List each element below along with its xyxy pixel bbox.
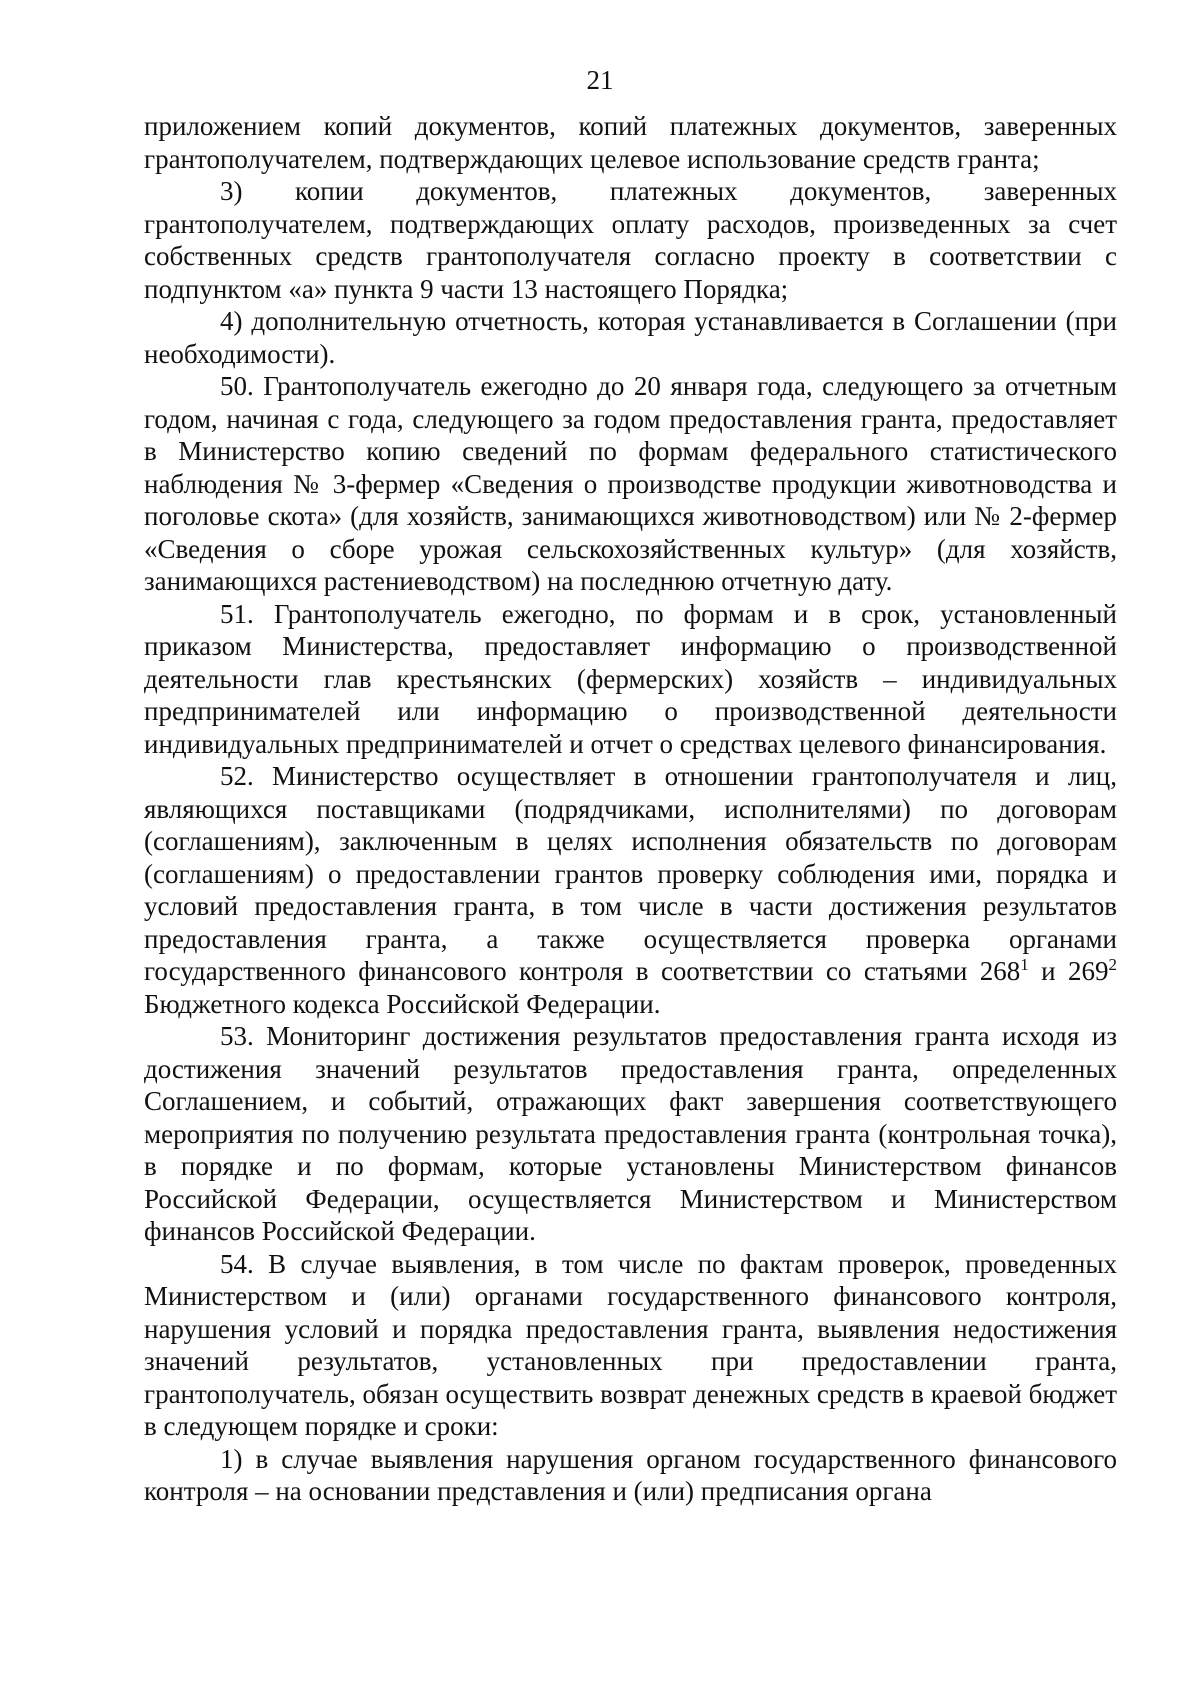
superscript-1: 1: [1020, 955, 1029, 974]
paragraph-item-4: 4) дополнительную отчетность, которая устанавливается в Соглашении (при необходимости).: [144, 306, 1117, 369]
paragraph-50: 50. Грантополучатель ежегодно до 20 января года, следующего за отчетным годом, начиная с года, следующего за годом предоставления гранта, предоставляет в Министерство копию сведений по формам федерального статистического наблюдения № 3-фермер «Сведения о производстве продукции животноводства и поголовье скота» (для хозяйств, занимающихся животноводством) или № 2-фермер «Сведения о сборе урожая сельскохозяйственных культур» (для хозяйств, занимающихся растениеводством) на последнюю отчетную дату.: [144, 371, 1117, 596]
paragraph-53: 53. Мониторинг достижения результатов предоставления гранта исходя из достижения значений результатов предоставления гранта, определенных Соглашением, и событий, отражающих факт завершения соответствующего мероприятия по получению результата предоставления гранта (контрольная точка), в порядке и по формам, которые установлены Министерством финансов Российской Федерации, осуществляется Министерством и Министерством финансов Российской Федерации.: [144, 1021, 1117, 1246]
paragraph-54: 54. В случае выявления, в том числе по фактам проверок, проведенных Министерством и (или) органами государственного финансового контроля, нарушения условий и порядка предоставления гранта, выявления недостижения значений результатов, установленных при предоставлении гранта, грантополучатель, обязан осуществить возврат денежных средств в краевой бюджет в следующем порядке и сроки:: [144, 1248, 1117, 1441]
paragraph-item-3: 3) копии документов, платежных документов, заверенных грантополучателем, подтверждающих оплату расходов, произведенных за счет собственных средств грантополучателя согласно проекту в соответствии с подпунктом «а» пункта 9 части 13 настоящего Порядка;: [144, 176, 1117, 304]
paragraph-52-text-before: 52. Министерство осуществляет в отношении грантополучателя и лиц, являющихся поставщиками (подрядчиками, исполнителями) по договорам (соглашениям), заключенным в целях исполнения обязательств по договорам (соглашениям) о предоставлении грантов проверку соблюдения ими, порядка и условий предоставления гранта, в том числе в части достижения результатов предоставления гранта, а также осуществляется проверка органами государственного финансового контроля в соответствии со статьями 268: [144, 761, 1117, 986]
paragraph-51: 51. Грантополучатель ежегодно, по формам и в срок, установленный приказом Министерства, предоставляет информацию о производственной деятельности глав крестьянских (фермерских) хозяйств – индивидуальных предпринимателей или информацию о производственной деятельности индивидуальных предпринимателей и отчет о средствах целевого финансирования.: [144, 598, 1117, 759]
paragraph-continuation: приложением копий документов, копий платежных документов, заверенных грантополучателем, подтверждающих целевое использование средств гранта;: [144, 111, 1117, 174]
paragraph-52: [144, 760, 1117, 1020]
page-number: 21: [586, 65, 614, 95]
paragraph-54-item-1: 1) в случае выявления нарушения органом государственного финансового контроля – на основании представления и (или) предписания органа: [144, 1443, 1117, 1506]
superscript-2: 2: [1108, 955, 1118, 974]
paragraph-52-text-after: Бюджетного кодекса Российской Федерации.: [144, 988, 661, 1019]
document-body: [144, 110, 1117, 1508]
paragraph-52-text-middle: и 269: [1028, 956, 1109, 986]
